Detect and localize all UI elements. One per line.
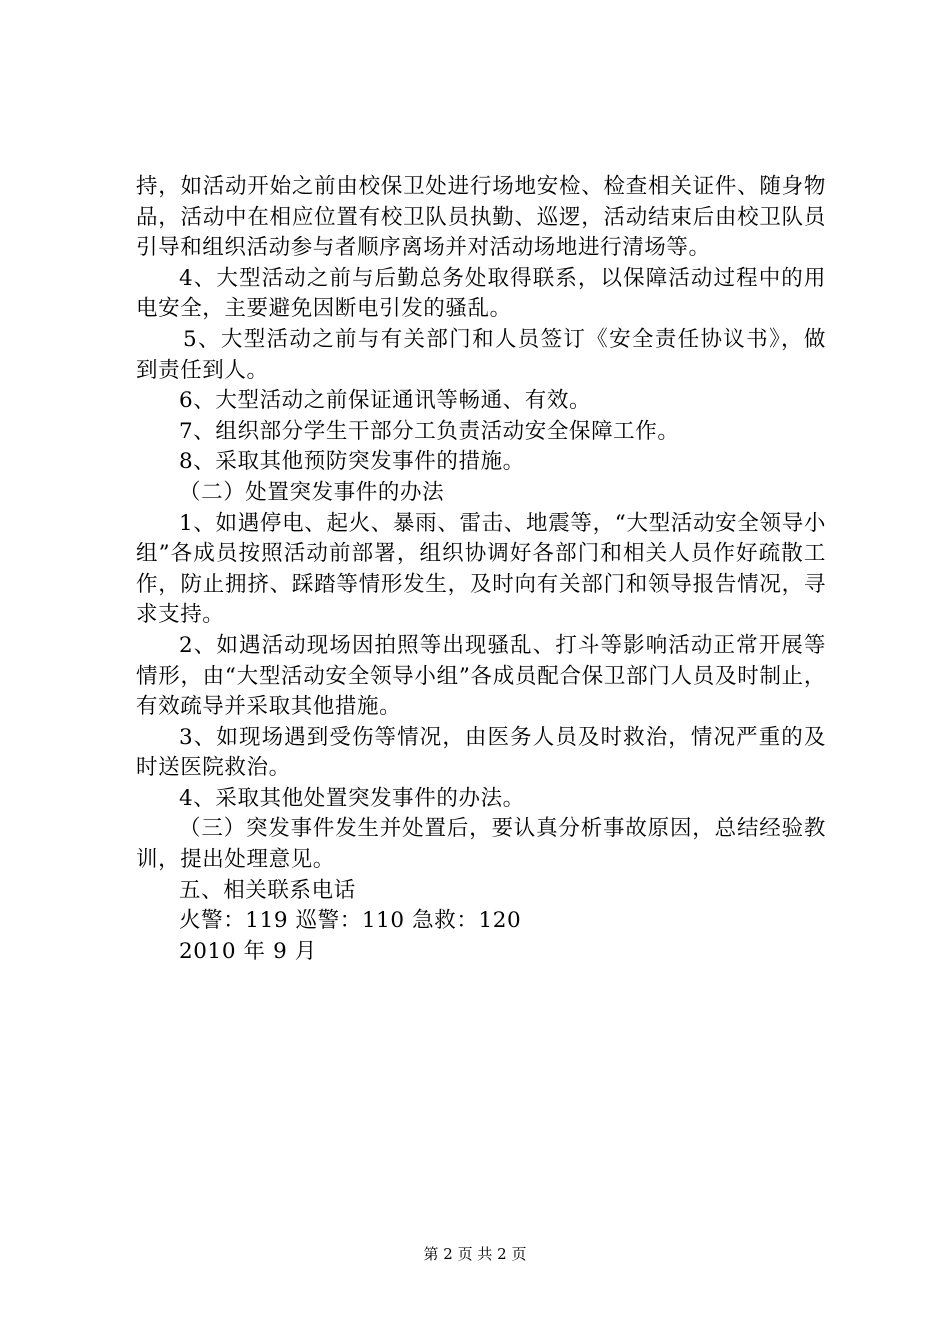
section-heading-5: 五、相关联系电话 [179, 877, 356, 903]
paragraph-handling-1: 1、如遇停电、起火、暴雨、雷击、地震等，“大型活动安全领导小组”各成员按照活动前部署，组织协调好各部门和相关人员作好疏散工作，防止拥挤、踩踏等情形发生，及时向有关部门和领导报告情况，寻求支持。 [136, 510, 826, 628]
paragraph-item-4: 4、大型活动之前与后勤总务处取得联系，以保障活动过程中的用电安全，主要避免因断电引发的骚乱。 [136, 265, 826, 322]
paragraph-handling-2: 2、如遇活动现场因拍照等出现骚乱、打斗等影响活动正常开展等情形，由“大型活动安全领导小组”各成员配合保卫部门人员及时制止，有效疏导并采取其他措施。 [136, 632, 826, 720]
paragraph-continuation: 持，如活动开始之前由校保卫处进行场地安检、检查相关证件、随身物品，活动中在相应位置有校卫队员执勤、巡逻，活动结束后由校卫队员引导和组织活动参与者顺序离场并对活动场地进行清场等。 [136, 174, 826, 261]
paragraph-handling-4: 4、采取其他处置突发事件的办法。 [179, 785, 525, 811]
paragraph-item-7: 7、组织部分学生干部分工负责活动安全保障工作。 [179, 418, 680, 444]
paragraph-item-8: 8、采取其他预防突发事件的措施。 [179, 449, 525, 475]
page-footer [0, 1244, 950, 1264]
document-date: 2010 年 9 月 [179, 938, 317, 964]
paragraph-handling-3: 3、如现场遇到受伤等情况，由医务人员及时救治，情况严重的及时送医院救治。 [136, 724, 826, 781]
section-heading-2: （二）处置突发事件的办法 [179, 479, 445, 505]
page-number-label: 第 2 页 共 2 页 [423, 1245, 527, 1263]
section-paragraph-3: （三）突发事件发生并处置后，要认真分析事故原因，总结经验教训，提出处理意见。 [136, 816, 826, 873]
paragraph-item-6: 6、大型活动之前保证通讯等畅通、有效。 [179, 388, 592, 414]
contact-phone-line: 火警：119 巡警：110 急救：120 [179, 908, 522, 934]
document-body [136, 172, 826, 967]
paragraph-item-5: 5、大型活动之前与有关部门和人员签订《安全责任协议书》，做到责任到人。 [136, 326, 826, 383]
